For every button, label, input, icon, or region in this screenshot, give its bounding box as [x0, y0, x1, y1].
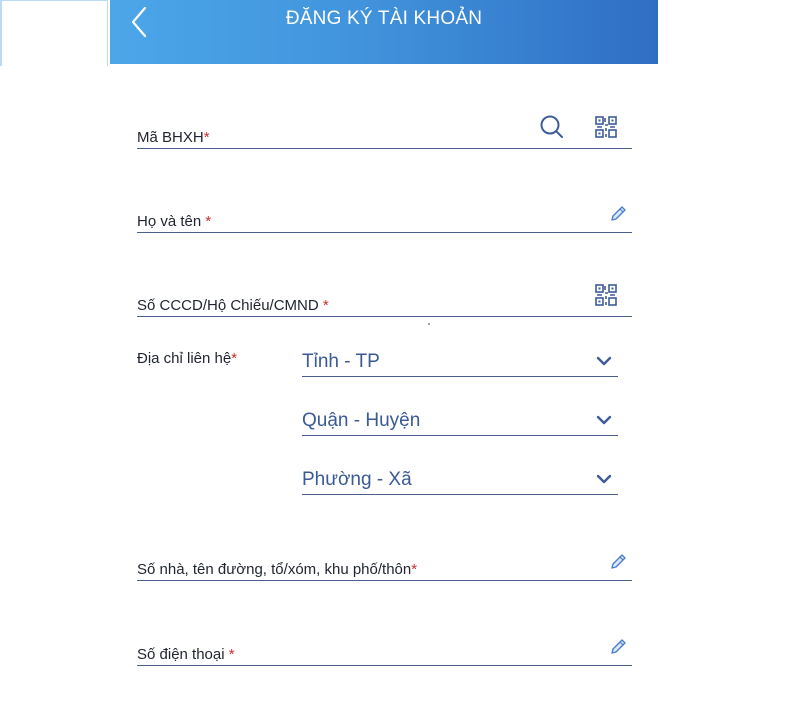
qr-code-icon[interactable] [595, 116, 617, 143]
page-title: ĐĂNG KÝ TÀI KHOẢN [285, 8, 483, 29]
dia-chi-label-wrap [137, 350, 237, 367]
dia-chi-label: Địa chỉ liên hệ [137, 350, 232, 367]
qr-code-icon[interactable] [595, 284, 617, 311]
ward-value: Phường - Xã [302, 469, 412, 490]
pencil-icon[interactable] [609, 205, 627, 228]
ho-ten-field[interactable] [137, 206, 632, 233]
required-mark: * [228, 646, 235, 663]
chevron-down-icon [596, 413, 612, 431]
window-corner-frame [0, 0, 108, 66]
so-dien-thoai-label: Số điện thoại [137, 646, 229, 663]
so-nha-label: Số nhà, tên đường, tổ/xóm, khu phố/thôn [137, 561, 412, 578]
ma-bhxh-label: Mã BHXH [137, 129, 204, 146]
required-mark: * [231, 350, 238, 367]
ho-ten-label: Họ và tên [137, 213, 206, 230]
province-value: Tỉnh - TP [302, 351, 380, 372]
province-select[interactable] [302, 348, 618, 377]
ma-bhxh-field[interactable] [137, 122, 632, 149]
chevron-down-icon [596, 354, 612, 372]
cccd-field[interactable] [137, 290, 632, 317]
required-mark: * [411, 561, 418, 578]
district-select[interactable] [302, 407, 618, 436]
pencil-icon[interactable] [609, 638, 627, 661]
so-nha-field[interactable] [137, 554, 632, 581]
pencil-icon[interactable] [609, 553, 627, 576]
so-dien-thoai-field[interactable] [137, 639, 632, 666]
required-mark: * [205, 213, 212, 230]
search-icon[interactable] [539, 114, 565, 145]
required-mark: * [322, 297, 329, 314]
ward-select[interactable] [302, 466, 618, 495]
district-value: Quận - Huyện [302, 410, 421, 431]
chevron-down-icon [596, 472, 612, 490]
app-header [110, 0, 658, 64]
cccd-label: Số CCCD/Hộ Chiếu/CMND [137, 297, 323, 314]
required-mark: * [203, 129, 210, 146]
artifact-dot [428, 323, 430, 325]
